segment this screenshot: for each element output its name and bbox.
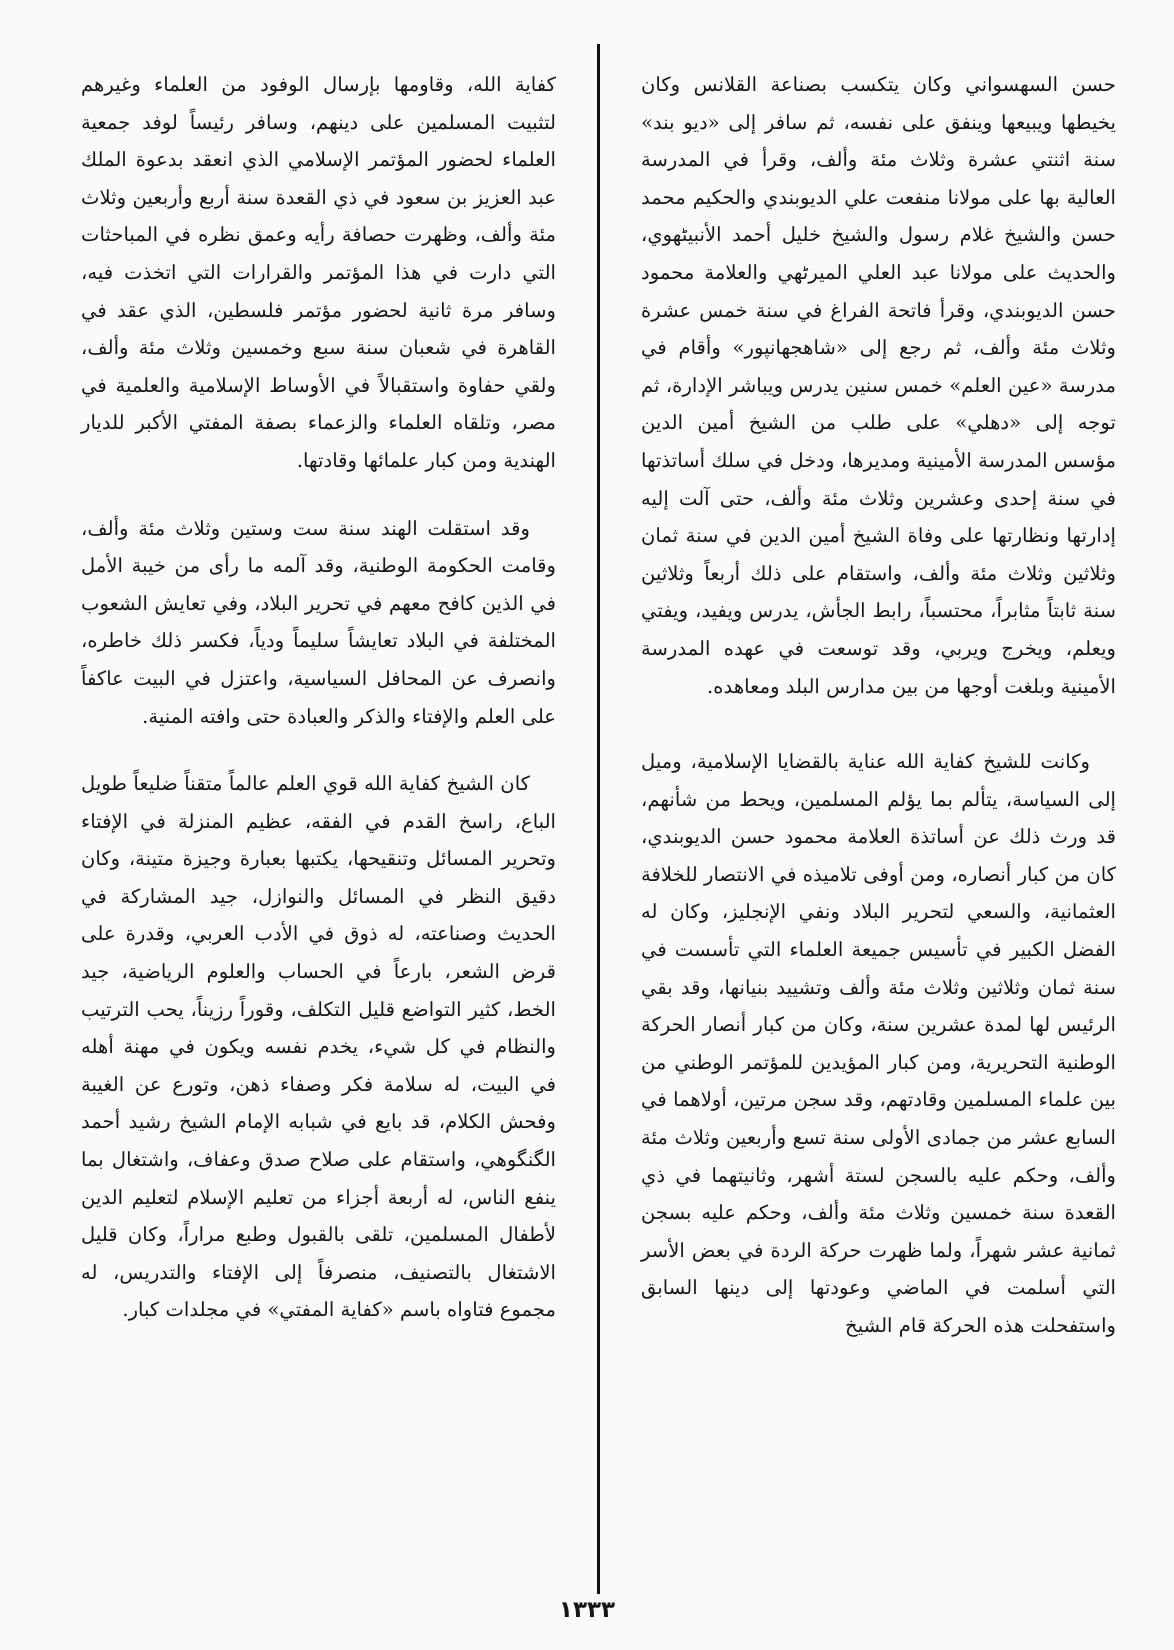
paragraph-gap <box>81 480 556 510</box>
paragraph-gap <box>81 735 556 765</box>
left-column <box>81 66 556 1329</box>
left-paragraph-3: كان الشيخ كفاية الله قوي العلم عالماً متقناً ضليعاً طويل الباع، راسخ القدم في الفقه، عظيم المنزلة في الإفتاء وتحرير المسائل وتنقيحها، يكتبها بعبارة وجيزة متينة، وكان دقيق النظر في المسائل والنوازل، جيد المشاركة في الحديث وصناعته، له ذوق في الأدب العربي، وقدرة على قرض الشعر، بارعاً في الحساب والعلوم الرياضية، جيد الخط، كثير التواضع قليل التكلف، وقوراً رزيناً، يحب الترتيب والنظام في كل شيء، يخدم نفسه ويكون في مهنة أهله في البيت، له سلامة فكر وصفاء ذهن، وتورع عن الغيبة وفحش الكلام، قد بايع في شبابه الإمام الشيخ رشيد أحمد الگنگوهي، واستقام على صلاح صدق وعفاف، واشتغال بما ينفع الناس، له أربعة أجزاء من تعليم الإسلام لتعليم الدين لأطفال المسلمين، تلقى بالقبول وطبع مراراً، وكان قليل الاشتغال بالتصنيف، منصرفاً إلى الإفتاء والتدريس، له مجموع فتاواه باسم «كفاية المفتي» في مجلدات كبار. <box>81 772 556 1322</box>
left-paragraph-2: وقد استقلت الهند سنة ست وستين وثلاث مئة وألف، وقامت الحكومة الوطنية، وقد آلمه ما رأى من خيبة الأمل في الذين كافح معهم في تحرير البلاد، وفي تعايش الشعوب المختلفة في البلاد تعايشاً سليماً ودياً، فكسر ذلك خاطره، وانصرف عن المحافل السياسية، واعتزل في البيت عاكفاً على العلم والإفتاء والذكر والعبادة حتى وافته المنية. <box>81 516 556 728</box>
column-divider <box>597 44 600 1594</box>
paragraph-gap <box>641 705 1116 743</box>
page-number: ١٣٣٣ <box>558 1597 616 1623</box>
right-paragraph-2: وكانت للشيخ كفاية الله عناية بالقضايا الإسلامية، وميل إلى السياسة، يتألم بما يؤلم المسلمين، ويحط من شأنهم، قد ورث ذلك عن أساتذة العلامة محمود حسن الديوبندي، كان من كبار أنصاره، ومن أوفى تلاميذه في الانتصار للخلافة العثمانية، والسعي لتحرير البلاد ونفي الإنجليز، وكان له الفضل الكبير في تأسيس جميعة العلماء التي تأسست في سنة ثمان وثلاثين وثلاث مئة وألف وتشييد بنيانها، وقد بقي الرئيس لها لمدة عشرين سنة، وكان من كبار أنصار الحركة الوطنية التحريرية، ومن كبار المؤيدين للمؤتمر الوطني من بين علماء المسلمين وقادتهم، وقد سجن مرتين، أولاهما في السابع عشر من جمادى الأولى سنة تسع وأربعين وثلاث مئة وألف، وحكم عليه بالسجن لستة أشهر، وثانيتهما في ذي القعدة سنة خمسين وثلاث مئة وألف، وحكم عليه بسجن ثمانية عشر شهراً، ولما ظهرت حركة الردة في بعض الأسر التي أسلمت في الماضي وعودتها إلى دينها السابق واستفحلت هذه الحركة قام الشيخ <box>641 750 1116 1337</box>
right-column <box>641 66 1116 1345</box>
left-paragraph-1: كفاية الله، وقاومها بإرسال الوفود من العلماء وغيرهم لتثبيت المسلمين على دينهم، وسافر رئيساً لوفد جمعية العلماء لحضور المؤتمر الإسلامي الذي انعقد بدعوة الملك عبد العزيز بن سعود في ذي القعدة سنة أربع وأربعين وثلاث مئة وألف، وظهرت حصافة رأيه وعمق نظره في المباحثات التي دارت في هذا المؤتمر والقرارات التي اتخذت فيه، وسافر مرة ثانية لحضور مؤتمر فلسطين، الذي عقد في القاهرة في شعبان سنة سبع وخمسين وثلاث مئة وألف، ولقي حفاوة واستقبالاً في الأوساط الإسلامية والعلمية في مصر، وتلقاه العلماء والزعماء بصفة المفتي الأكبر للديار الهندية ومن كبار علمائها وقادتها. <box>81 73 556 472</box>
right-paragraph-1: حسن السهسواني وكان يتكسب بصناعة القلانس وكان يخيطها ويبيعها وينفق على نفسه، ثم سافر إلى «ديو بند» سنة اثنتي عشرة وثلاث مئة وألف، وقرأ في المدرسة العالية بها على مولانا منفعت علي الديوبندي والحكيم محمد حسن والشيخ غلام رسول والشيخ خليل أحمد الأنبيٹهوي، والحديث على مولانا عبد العلي الميرٹهي والعلامة محمود حسن الديوبندي، وقرأ فاتحة الفراغ في سنة خمس عشرة وثلاث مئة وألف، ثم رجع إلى «شاهجهانپور» وأقام في مدرسة «عين العلم» خمس سنين يدرس ويباشر الإدارة، ثم توجه إلى «دهلي» على طلب من الشيخ أمين الدين مؤسس المدرسة الأمينية ومديرها، ودخل في سلك أساتذتها في سنة إحدى وعشرين وثلاث مئة وألف، حتى آلت إليه إدارتها ونظارتها على وفاة الشيخ أمين الدين في سنة ثمان وثلاثين وثلاث مئة وألف، واستقام على ذلك أربعاً وثلاثين سنة ثابتاً مثابراً، محتسباً، رابط الجأش، يدرس ويفيد، ويفتي ويعلم، ويخرج ويربي، وقد توسعت في عهده المدرسة الأمينية وبلغت أوجها من بين مدارس البلد ومعاهده. <box>641 73 1117 698</box>
